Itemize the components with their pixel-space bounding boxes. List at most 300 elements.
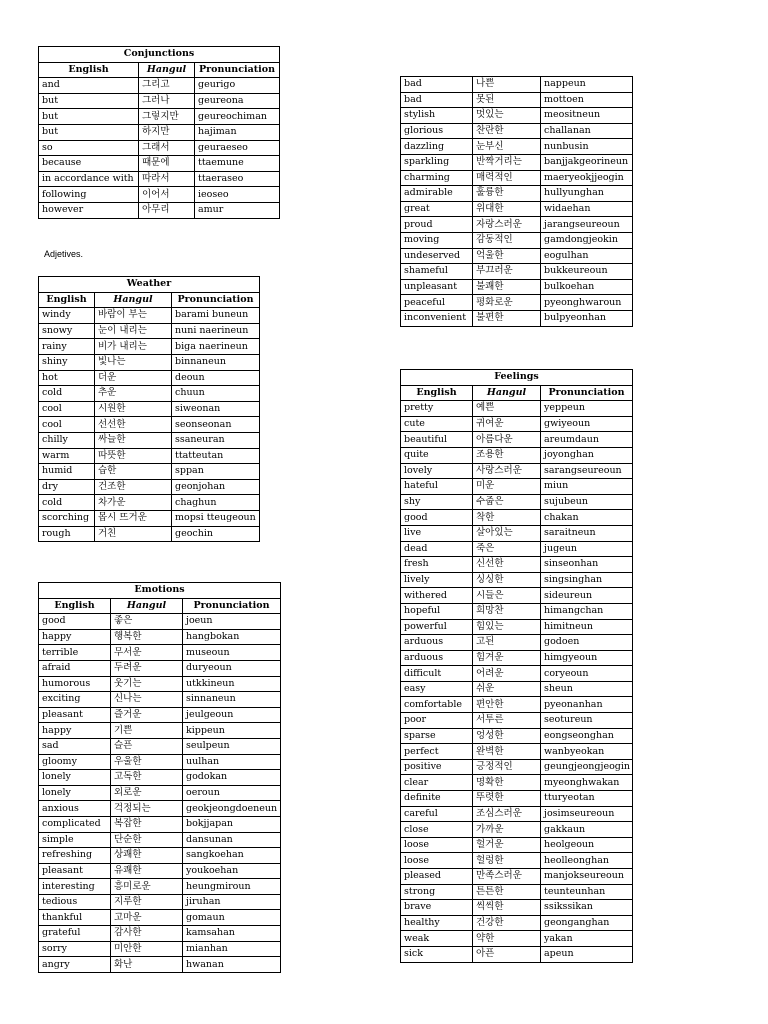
- feelings-table: [400, 369, 633, 963]
- hangul-cell: 추운: [95, 386, 172, 402]
- english-cell: arduous: [401, 635, 473, 651]
- pronunciation-cell: josimseureoun: [541, 806, 633, 822]
- pronunciation-cell: sangkoehan: [183, 848, 281, 864]
- pronunciation-cell: youkoehan: [183, 863, 281, 879]
- hangul-cell: 기쁜: [111, 723, 183, 739]
- table-row: [39, 832, 281, 848]
- pronunciation-cell: wanbyeokan: [541, 744, 633, 760]
- table-row: [39, 93, 280, 109]
- pronunciation-cell: joeun: [183, 614, 281, 630]
- english-cell: complicated: [39, 816, 111, 832]
- pronunciation-cell: hajiman: [195, 124, 280, 140]
- english-cell: dazzling: [401, 139, 473, 155]
- pronunciation-cell: ttaemune: [195, 156, 280, 172]
- pronunciation-cell: gwiyeoun: [541, 416, 633, 432]
- table-row: [39, 692, 281, 708]
- table-row: [39, 660, 281, 676]
- hangul-cell: 훌륭한: [473, 186, 541, 202]
- english-cell: following: [39, 187, 139, 203]
- table-row: [39, 926, 281, 942]
- hangul-cell: 하지만: [139, 124, 195, 140]
- english-cell: arduous: [401, 650, 473, 666]
- table-row: [401, 525, 633, 541]
- pronunciation-cell: banjjakgeorineun: [541, 154, 633, 170]
- pronunciation-cell: dansunan: [183, 832, 281, 848]
- pronunciation-cell: coryeoun: [541, 666, 633, 682]
- hangul-cell: 고마운: [111, 910, 183, 926]
- english-cell: shiny: [39, 354, 95, 370]
- hangul-cell: 두려운: [111, 660, 183, 676]
- pronunciation-cell: himitneun: [541, 619, 633, 635]
- pronunciation-cell: pyeonghwaroun: [541, 295, 633, 311]
- hangul-cell: 만족스러운: [473, 869, 541, 885]
- english-cell: careful: [401, 806, 473, 822]
- english-cell: sparse: [401, 728, 473, 744]
- hangul-cell: 못된: [473, 92, 541, 108]
- pronunciation-cell: gakkaun: [541, 822, 633, 838]
- table-row: [39, 156, 280, 172]
- english-cell: quite: [401, 447, 473, 463]
- english-cell: lonely: [39, 785, 111, 801]
- english-cell: in accordance with: [39, 171, 139, 187]
- hangul-cell: 우울한: [111, 754, 183, 770]
- table-row: [39, 801, 281, 817]
- hangul-cell: 지루한: [111, 894, 183, 910]
- hangul-cell: 단순한: [111, 832, 183, 848]
- english-cell: hot: [39, 370, 95, 386]
- pronunciation-cell: oeroun: [183, 785, 281, 801]
- pronunciation-cell: maeryeokjjeogin: [541, 170, 633, 186]
- hangul-cell: 화난: [111, 957, 183, 973]
- pronunciation-cell: apeun: [541, 946, 633, 962]
- table-row: [39, 401, 260, 417]
- pronunciation-cell: amur: [195, 202, 280, 218]
- hangul-cell: 조용한: [473, 447, 541, 463]
- english-cell: cool: [39, 401, 95, 417]
- hangul-cell: 흥미로운: [111, 879, 183, 895]
- english-cell: charming: [401, 170, 473, 186]
- hangul-cell: 아무리: [139, 202, 195, 218]
- hangul-cell: 서투른: [473, 713, 541, 729]
- table-row: [401, 279, 633, 295]
- pronunciation-cell: gomaun: [183, 910, 281, 926]
- table-row: [39, 894, 281, 910]
- table-row: [401, 572, 633, 588]
- english-cell: cute: [401, 416, 473, 432]
- table-row: [401, 822, 633, 838]
- pronunciation-cell: ttatteutan: [172, 448, 260, 464]
- hangul-cell: 따라서: [139, 171, 195, 187]
- pronunciation-cell: eogulhan: [541, 248, 633, 264]
- pronunciation-cell: kippeun: [183, 723, 281, 739]
- table-row: [401, 853, 633, 869]
- hangul-cell: 행복한: [111, 629, 183, 645]
- hangul-cell: 귀여운: [473, 416, 541, 432]
- table-header-row: [39, 62, 280, 78]
- hangul-cell: 멋있는: [473, 108, 541, 124]
- hangul-cell: 착한: [473, 510, 541, 526]
- hangul-cell: 수줍은: [473, 494, 541, 510]
- english-cell: sad: [39, 738, 111, 754]
- english-cell: definite: [401, 791, 473, 807]
- hangul-cell: 감동적인: [473, 232, 541, 248]
- pronunciation-cell: binnaneun: [172, 354, 260, 370]
- hangul-cell: 눈이 내리는: [95, 323, 172, 339]
- table-title-row: [39, 583, 281, 599]
- english-cell: humorous: [39, 676, 111, 692]
- table-row: [39, 941, 281, 957]
- english-cell: beautiful: [401, 432, 473, 448]
- pronunciation-cell: geonganghan: [541, 915, 633, 931]
- english-cell: unpleasant: [401, 279, 473, 295]
- table-row: [401, 432, 633, 448]
- table-header-row: [39, 292, 260, 308]
- english-cell: live: [401, 525, 473, 541]
- pronunciation-cell: uulhan: [183, 754, 281, 770]
- table-row: [39, 140, 280, 156]
- table-row: [401, 463, 633, 479]
- table-row: [401, 697, 633, 713]
- hangul-cell: 불쾌한: [473, 279, 541, 295]
- adjectives-label: Adjetives.: [44, 249, 84, 259]
- pronunciation-cell: gamdongjeokin: [541, 232, 633, 248]
- english-cell: undeserved: [401, 248, 473, 264]
- english-cell: pretty: [401, 401, 473, 417]
- hangul-cell: 완벽한: [473, 744, 541, 760]
- hangul-cell: 아름다운: [473, 432, 541, 448]
- english-cell: sick: [401, 946, 473, 962]
- table-row: [39, 910, 281, 926]
- table-row: [39, 124, 280, 140]
- hangul-cell: 따뜻한: [95, 448, 172, 464]
- english-cell: comfortable: [401, 697, 473, 713]
- english-cell: dry: [39, 479, 95, 495]
- hangul-cell: 슬픈: [111, 738, 183, 754]
- pronunciation-cell: mottoen: [541, 92, 633, 108]
- table-row: [401, 635, 633, 651]
- hangul-cell: 반짝거리는: [473, 154, 541, 170]
- table-row: [39, 109, 280, 125]
- table-row: [401, 186, 633, 202]
- table-row: [39, 770, 281, 786]
- hangul-cell: 몹시 뜨거운: [95, 510, 172, 526]
- table-row: [401, 619, 633, 635]
- table-row: [39, 645, 281, 661]
- hangul-cell: 시들은: [473, 588, 541, 604]
- english-cell: but: [39, 124, 139, 140]
- english-cell: interesting: [39, 879, 111, 895]
- english-cell: thankful: [39, 910, 111, 926]
- table-row: [401, 744, 633, 760]
- hangul-cell: 불편한: [473, 310, 541, 326]
- english-cell: tedious: [39, 894, 111, 910]
- pronunciation-cell: saraitneun: [541, 525, 633, 541]
- table-row: [401, 108, 633, 124]
- hangul-cell: 엉성한: [473, 728, 541, 744]
- table-row: [401, 931, 633, 947]
- table-row: [39, 354, 260, 370]
- pronunciation-cell: miun: [541, 479, 633, 495]
- table-row: [39, 957, 281, 973]
- hangul-cell: 억울한: [473, 248, 541, 264]
- table-row: [39, 370, 260, 386]
- english-cell: bad: [401, 77, 473, 93]
- hangul-cell: 매력적인: [473, 170, 541, 186]
- hangul-cell: 즐거운: [111, 707, 183, 723]
- pronunciation-cell: singsinghan: [541, 572, 633, 588]
- table-row: [39, 723, 281, 739]
- hangul-cell: 그러나: [139, 93, 195, 109]
- english-cell: rough: [39, 526, 95, 542]
- table-title-row: [401, 370, 633, 386]
- english-cell: good: [39, 614, 111, 630]
- pronunciation-cell: geonjohan: [172, 479, 260, 495]
- column-header: English: [401, 385, 473, 401]
- table-row: [401, 201, 633, 217]
- pronunciation-cell: heungmiroun: [183, 879, 281, 895]
- table-row: [39, 816, 281, 832]
- english-cell: dead: [401, 541, 473, 557]
- table-row: [39, 323, 260, 339]
- table-row: [401, 77, 633, 93]
- pronunciation-cell: bulkoehan: [541, 279, 633, 295]
- english-cell: gloomy: [39, 754, 111, 770]
- table-row: [401, 588, 633, 604]
- pronunciation-cell: kamsahan: [183, 926, 281, 942]
- hangul-cell: 어려운: [473, 666, 541, 682]
- table-row: [39, 848, 281, 864]
- table-row: [39, 676, 281, 692]
- hangul-cell: 걱정되는: [111, 801, 183, 817]
- english-cell: great: [401, 201, 473, 217]
- table-title: Feelings: [401, 370, 633, 386]
- hangul-cell: 헐거운: [473, 837, 541, 853]
- pronunciation-cell: hwanan: [183, 957, 281, 973]
- table-row: [401, 681, 633, 697]
- column-header: English: [39, 62, 139, 78]
- table-title: Emotions: [39, 583, 281, 599]
- hangul-cell: 신나는: [111, 692, 183, 708]
- pronunciation-cell: eongseonghan: [541, 728, 633, 744]
- qualities-table: [400, 76, 633, 327]
- pronunciation-cell: manjokseureoun: [541, 869, 633, 885]
- table-row: [401, 264, 633, 280]
- english-cell: and: [39, 78, 139, 94]
- table-row: [39, 479, 260, 495]
- pronunciation-cell: jeulgeoun: [183, 707, 281, 723]
- english-cell: warm: [39, 448, 95, 464]
- english-cell: lively: [401, 572, 473, 588]
- weather-table: [38, 276, 260, 542]
- pronunciation-cell: barami buneun: [172, 308, 260, 324]
- pronunciation-cell: nuni naerineun: [172, 323, 260, 339]
- hangul-cell: 상쾌한: [111, 848, 183, 864]
- english-cell: easy: [401, 681, 473, 697]
- pronunciation-cell: widaehan: [541, 201, 633, 217]
- english-cell: humid: [39, 464, 95, 480]
- conjunctions-table: [38, 46, 280, 219]
- pronunciation-cell: ieoseo: [195, 187, 280, 203]
- hangul-cell: 튼튼한: [473, 884, 541, 900]
- table-row: [401, 295, 633, 311]
- english-cell: good: [401, 510, 473, 526]
- table-row: [401, 713, 633, 729]
- table-row: [39, 614, 281, 630]
- pronunciation-cell: sppan: [172, 464, 260, 480]
- table-row: [401, 946, 633, 962]
- english-cell: fresh: [401, 557, 473, 573]
- pronunciation-cell: yeppeun: [541, 401, 633, 417]
- hangul-cell: 평화로운: [473, 295, 541, 311]
- hangul-cell: 고된: [473, 635, 541, 651]
- hangul-cell: 명확한: [473, 775, 541, 791]
- english-cell: terrible: [39, 645, 111, 661]
- hangul-cell: 힘겨운: [473, 650, 541, 666]
- pronunciation-cell: geureochiman: [195, 109, 280, 125]
- pronunciation-cell: himangchan: [541, 603, 633, 619]
- pronunciation-cell: nunbusin: [541, 139, 633, 155]
- hangul-cell: 약한: [473, 931, 541, 947]
- table-row: [401, 603, 633, 619]
- table-row: [39, 879, 281, 895]
- table-row: [39, 495, 260, 511]
- table-row: [401, 217, 633, 233]
- hangul-cell: 그렇지만: [139, 109, 195, 125]
- english-cell: cool: [39, 417, 95, 433]
- hangul-cell: 사랑스러운: [473, 463, 541, 479]
- table-row: [401, 650, 633, 666]
- table-row: [39, 526, 260, 542]
- english-cell: however: [39, 202, 139, 218]
- english-cell: shameful: [401, 264, 473, 280]
- hangul-cell: 희망찬: [473, 603, 541, 619]
- column-header: Pronunciation: [183, 598, 281, 614]
- english-cell: loose: [401, 837, 473, 853]
- table-row: [401, 510, 633, 526]
- column-header: Pronunciation: [541, 385, 633, 401]
- pronunciation-cell: jarangseureoun: [541, 217, 633, 233]
- pronunciation-cell: yakan: [541, 931, 633, 947]
- hangul-cell: 눈부신: [473, 139, 541, 155]
- table-row: [401, 232, 633, 248]
- hangul-cell: 헐렁한: [473, 853, 541, 869]
- table-row: [401, 884, 633, 900]
- table-row: [39, 339, 260, 355]
- pronunciation-cell: sinnaneun: [183, 692, 281, 708]
- hangul-cell: 바람이 부는: [95, 308, 172, 324]
- hangul-cell: 좋은: [111, 614, 183, 630]
- table-row: [401, 310, 633, 326]
- english-cell: because: [39, 156, 139, 172]
- english-cell: bad: [401, 92, 473, 108]
- column-header: Hangul: [111, 598, 183, 614]
- column-header: Hangul: [95, 292, 172, 308]
- english-cell: pleasant: [39, 707, 111, 723]
- table-title: Weather: [39, 277, 260, 293]
- pronunciation-cell: mopsi tteugeoun: [172, 510, 260, 526]
- pronunciation-cell: chaghun: [172, 495, 260, 511]
- hangul-cell: 습한: [95, 464, 172, 480]
- pronunciation-cell: geuraeseo: [195, 140, 280, 156]
- pronunciation-cell: chuun: [172, 386, 260, 402]
- table-header-row: [401, 385, 633, 401]
- emotions-table: [38, 582, 281, 973]
- hangul-cell: 미안한: [111, 941, 183, 957]
- english-cell: perfect: [401, 744, 473, 760]
- hangul-cell: 웃기는: [111, 676, 183, 692]
- hangul-cell: 예쁜: [473, 401, 541, 417]
- english-cell: grateful: [39, 926, 111, 942]
- pronunciation-cell: hullyunghan: [541, 186, 633, 202]
- table-title-row: [39, 277, 260, 293]
- table-row: [401, 541, 633, 557]
- hangul-cell: 쉬운: [473, 681, 541, 697]
- table-row: [39, 202, 280, 218]
- english-cell: stylish: [401, 108, 473, 124]
- table-row: [401, 900, 633, 916]
- column-header: Hangul: [473, 385, 541, 401]
- pronunciation-cell: heolleonghan: [541, 853, 633, 869]
- english-cell: loose: [401, 853, 473, 869]
- pronunciation-cell: sarangseureoun: [541, 463, 633, 479]
- pronunciation-cell: bokjjapan: [183, 816, 281, 832]
- pronunciation-cell: pyeonanhan: [541, 697, 633, 713]
- pronunciation-cell: geokjeongdoeneun: [183, 801, 281, 817]
- english-cell: hopeful: [401, 603, 473, 619]
- english-cell: simple: [39, 832, 111, 848]
- english-cell: clear: [401, 775, 473, 791]
- english-cell: but: [39, 109, 139, 125]
- table-row: [39, 510, 260, 526]
- table-row: [401, 170, 633, 186]
- hangul-cell: 씩씩한: [473, 900, 541, 916]
- table-row: [39, 707, 281, 723]
- pronunciation-cell: seonseonan: [172, 417, 260, 433]
- english-cell: close: [401, 822, 473, 838]
- english-cell: rainy: [39, 339, 95, 355]
- english-cell: but: [39, 93, 139, 109]
- pronunciation-cell: joyonghan: [541, 447, 633, 463]
- hangul-cell: 부끄러운: [473, 264, 541, 280]
- english-cell: happy: [39, 629, 111, 645]
- hangul-cell: 더운: [95, 370, 172, 386]
- hangul-cell: 고독한: [111, 770, 183, 786]
- hangul-cell: 복잡한: [111, 816, 183, 832]
- hangul-cell: 조심스러운: [473, 806, 541, 822]
- table-row: [401, 416, 633, 432]
- hangul-cell: 싸늘한: [95, 432, 172, 448]
- pronunciation-cell: sujubeun: [541, 494, 633, 510]
- column-header: Pronunciation: [172, 292, 260, 308]
- table-row: [39, 171, 280, 187]
- pronunciation-cell: bukkeureoun: [541, 264, 633, 280]
- table-row: [401, 479, 633, 495]
- english-cell: withered: [401, 588, 473, 604]
- hangul-cell: 무서운: [111, 645, 183, 661]
- table-row: [39, 464, 260, 480]
- table-row: [401, 123, 633, 139]
- hangul-cell: 시원한: [95, 401, 172, 417]
- pronunciation-cell: hangbokan: [183, 629, 281, 645]
- pronunciation-cell: chakan: [541, 510, 633, 526]
- pronunciation-cell: geungjeongjeogin: [541, 759, 633, 775]
- table-row: [39, 738, 281, 754]
- table-row: [39, 448, 260, 464]
- english-cell: afraid: [39, 660, 111, 676]
- english-cell: exciting: [39, 692, 111, 708]
- hangul-cell: 차가운: [95, 495, 172, 511]
- pronunciation-cell: sinseonhan: [541, 557, 633, 573]
